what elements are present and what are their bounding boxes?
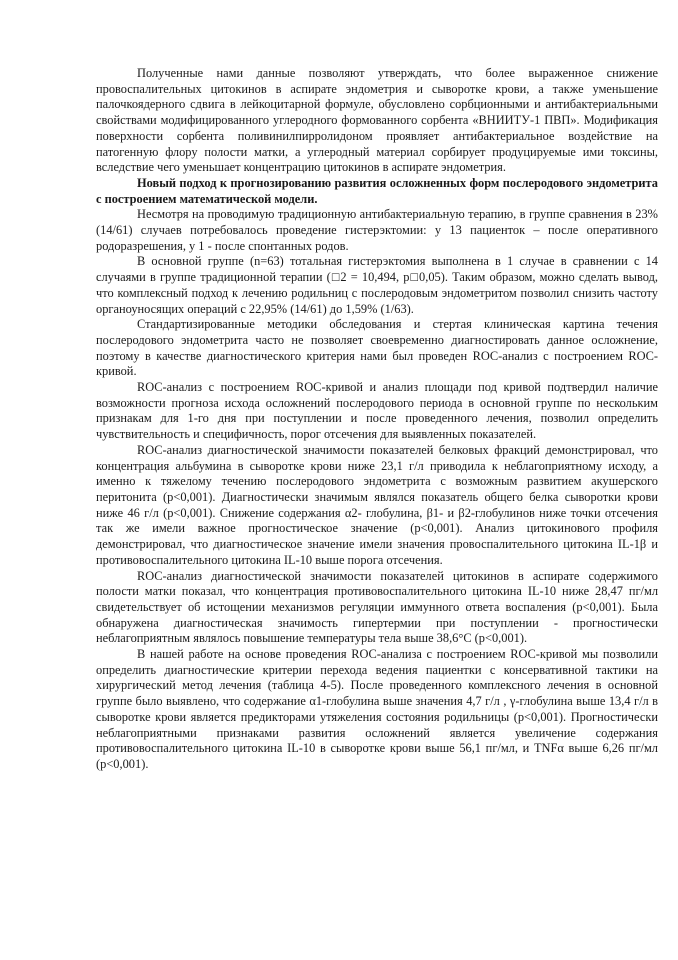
document-page	[96, 66, 658, 773]
paragraph-protein-fractions: ROC-анализ диагностической значимости показателей белковых фракций демонстрировал, что концентрация альбумина в сыворотке крови ниже 23,1 г/л приводила к неблагоприятному исходу, а именно к тяжелому течению послеродового эндометрита с возможным развитием акушерского перитонита (р<0,001). Диагностически значимым являлся показатель общего белка сыворотки крови ниже 46 г/л (р<0,001). Снижение содержания α2- глобулина, β1- и β2-глобулинов ниже точки отсечения так же имели важное прогностическое значение (р<0,001). Анализ цитокинового профиля демонстрировал, что диагностическое значение имели значения провоспалительного цитокина IL-1β и противовоспалительного цитокина IL-10 выше порога отсечения.	[96, 442, 658, 567]
section-heading: Новый подход к прогнозированию развития осложненных форм послеродового эндометрита с построением математической модели.	[96, 175, 658, 206]
paragraph-conclusion-sorbent: Полученные нами данные позволяют утверждать, что более выраженное снижение провоспалительных цитокинов в аспирате эндометрия и сыворотке крови, а также уменьшение палочкоядерного сдвига в лейкоцитарной формуле, обусловлено сорбционными и антибактериальными свойствами модифицированного углеродного формованного сорбента «ВНИИТУ-1 ПВП». Модификация поверхности сорбента поливинилпирролидоном проявляет антибактериальное воздействие на патогенную флору полости матки, а углеродный материал сорбирует продуцируемые ими токсины, вследствие чего уменьшает концентрацию цитокинов в аспирате эндометрия.	[96, 66, 658, 175]
paragraph-standardized-methods: Стандартизированные методики обследования и стертая клиническая картина течения послеродового эндометрита часто не позволяет своевременно диагностировать данное осложнение, поэтому в качестве диагностического критерия нами был проведен ROC-анализ с построением ROC-кривой.	[96, 317, 658, 379]
paragraph-main-group: В основной группе (n=63) тотальная гистерэктомия выполнена в 1 случае в сравнении с 14 случаями в группе традиционной терапии (□2 = 10,494, р□0,05). Таким образом, можно сделать вывод, что комплексный подход к лечению родильниц с послеродовым эндометритом позволил снизить частоту органоуносящих операций с 22,95% (14/61) до 1,59% (1/63).	[96, 254, 658, 316]
paragraph-cytokines-aspirate: ROC-анализ диагностической значимости показателей цитокинов в аспирате содержимого полости матки показал, что концентрация противовоспалительного цитокина IL-10 ниже 28,47 пг/мл свидетельствует об истощении механизмов регуляции иммунного ответа воспаления (р<0,001). Была обнаружена диагностическая значимость гипертермии при поступлении - прогностически неблагоприятным являлось повышение температуры тела выше 38,6°С (р<0,001).	[96, 568, 658, 646]
paragraph-diagnostic-criteria: В нашей работе на основе проведения ROC-анализа с построением ROC-кривой мы позволили определить диагностические критерии перехода ведения пациентки с консервативной тактики на хирургический метод лечения (таблица 4-5). После проведенного комплексного лечения в основной группе было выявлено, что содержание α1-глобулина выше значения 4,7 г/л , γ-глобулина выше 13,4 г/л в сыворотке крови является предикторами утяжеления состояния родильницы (р<0,001). Прогностически неблагоприятными признаками развития осложнений является увеличение содержания противовоспалительного цитокина IL-10 в сыворотке крови выше 56,1 пг/мл, и TNFα выше 6,26 пг/мл (р<0,001).	[96, 647, 658, 771]
paragraph-roc-analysis: ROC-анализ с построением ROC-кривой и анализ площади под кривой подтвердил наличие возможности прогноза исхода осложнений послеродового периода в основной группе по нескольким признакам для 1-го дня при поступлении и после проведенного лечения, позволил определить чувствительность и специфичность, порог отсечения для выявленных показателей.	[96, 380, 658, 442]
paragraph-comparison-group: Несмотря на проводимую традиционную антибактериальную терапию, в группе сравнения в 23% (14/61) случаев потребовалось проведение гистерэктомии: у 13 пациенток – после оперативного родоразрешения, у 1 - после спонтанных родов.	[96, 207, 658, 253]
